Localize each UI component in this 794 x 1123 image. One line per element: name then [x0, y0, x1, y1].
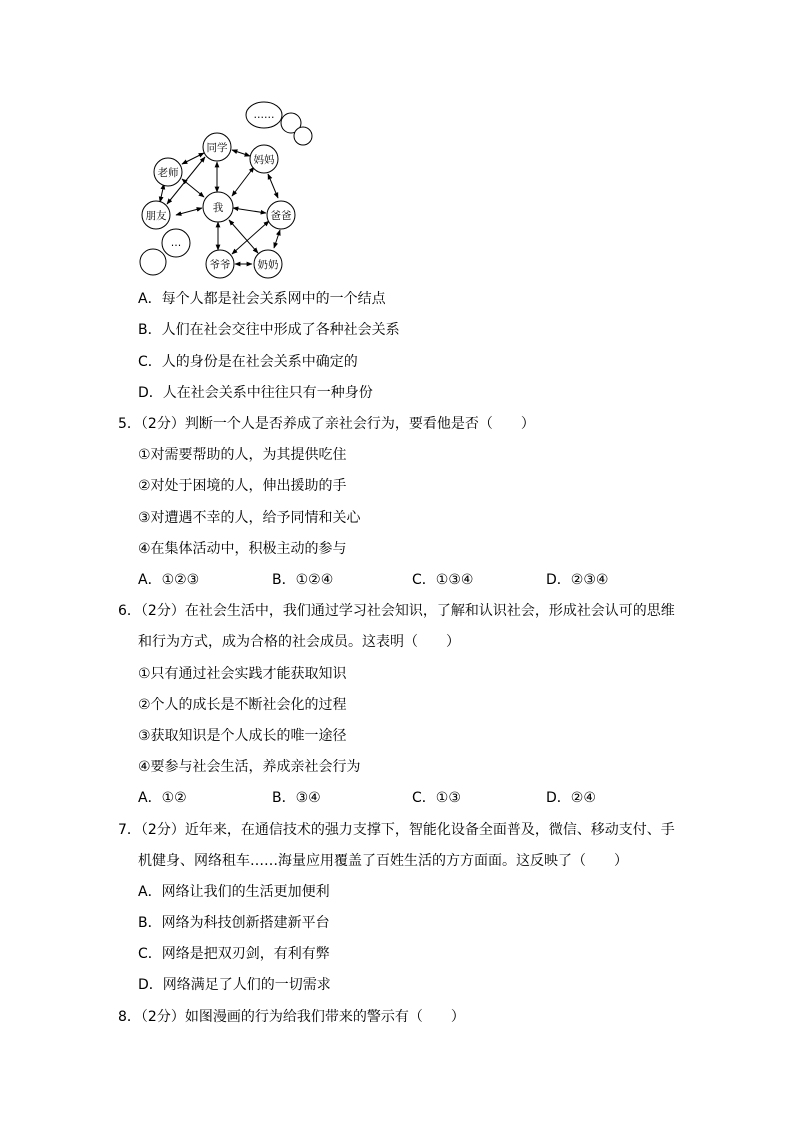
label-ellipsis-left: …	[170, 237, 182, 249]
q7-stem-line2: 机健身、网络租车……海量应用覆盖了百姓生活的方方面面。这反映了（ ）	[138, 853, 628, 869]
q5-choice-d: D．②③④	[546, 572, 609, 588]
q6-choice-b: B．③④	[272, 790, 321, 806]
label-tongxue: 同学	[206, 142, 228, 154]
q4-option-b: B．人们在社会交往中形成了各种社会关系	[138, 322, 400, 338]
edge-mama-tongxue	[232, 150, 250, 156]
node-blank-top-2	[294, 127, 312, 145]
label-laoshi: 老师	[157, 167, 179, 179]
q5-item-4: ④在集体活动中，积极主动的参与	[138, 541, 347, 557]
network-svg	[138, 98, 318, 280]
q6-choice-a: A．①②	[138, 790, 187, 806]
q6-item-2: ②个人的成长是不断社会化的过程	[138, 697, 347, 713]
q8-stem: 8．（2分）如图漫画的行为给我们带来的警示有（ ）	[118, 1009, 465, 1025]
edge-wo-mama	[232, 167, 254, 196]
edge-baba-nainai	[274, 230, 280, 248]
label-mama: 妈妈	[253, 154, 275, 166]
q6-stem-line1: 6．（2分）在社会生活中，我们通过学习社会知识，了解和认识社会，形成社会认可的思维	[118, 603, 675, 619]
label-baba: 爸爸	[270, 210, 292, 222]
q5-item-2: ②对处于困境的人，伸出援助的手	[138, 478, 347, 494]
social-network-diagram	[138, 98, 318, 280]
q6-item-1: ①只有通过社会实践才能获取知识	[138, 666, 347, 682]
q4-option-a: A．每个人都是社会关系网中的一个结点	[138, 291, 386, 307]
edge-baba-yeye	[232, 221, 269, 254]
q6-item-4: ④要参与社会生活，养成亲社会行为	[138, 759, 361, 775]
edge-wo-pengyou	[176, 208, 202, 215]
node-blank-left	[140, 249, 166, 275]
label-yeye: 爷爷	[209, 259, 231, 271]
q6-stem-line2: 和行为方式，成为合格的社会成员。这表明（ ）	[138, 634, 460, 650]
q7-option-c: C．网络是把双刃剑，有利有弊	[138, 946, 330, 962]
q5-choice-c: C．①③④	[412, 572, 474, 588]
q6-choice-d: D．②④	[546, 790, 596, 806]
label-pengyou: 朋友	[145, 210, 167, 222]
label-ellipsis-top: ……	[253, 109, 275, 121]
q5-stem: 5．（2分）判断一个人是否养成了亲社会行为，要看他是否（ ）	[118, 416, 535, 432]
q5-choice-b: B．①②④	[272, 572, 334, 588]
edge-wo-baba	[233, 208, 266, 213]
q7-option-b: B．网络为科技创新搭建新平台	[138, 915, 330, 931]
q6-item-3: ③获取知识是个人成长的唯一途径	[138, 728, 347, 744]
edge-wo-nainai	[229, 220, 258, 253]
edge-mama-baba	[268, 174, 278, 198]
q7-option-a: A．网络让我们的生活更加便利	[138, 884, 330, 900]
q7-option-d: D．网络满足了人们的一切需求	[138, 977, 331, 993]
label-nainai: 奶奶	[257, 259, 279, 271]
edge-laoshi-pengyou	[160, 184, 164, 202]
q5-item-3: ③对遭遇不幸的人，给予同情和关心	[138, 510, 361, 526]
q4-option-c: C．人的身份是在社会关系中确定的	[138, 354, 358, 370]
q6-choice-c: C．①③	[412, 790, 461, 806]
q4-option-d: D．人在社会关系中往往只有一种身份	[138, 385, 373, 401]
q7-stem-line1: 7．（2分）近年来，在通信技术的强力支撑下，智能化设备全面普及，微信、移动支付、手	[118, 822, 675, 838]
q5-choice-a: A．①②③	[138, 572, 200, 588]
q5-item-1: ①对需要帮助的人，为其提供吃住	[138, 447, 347, 463]
label-wo: 我	[212, 202, 224, 214]
